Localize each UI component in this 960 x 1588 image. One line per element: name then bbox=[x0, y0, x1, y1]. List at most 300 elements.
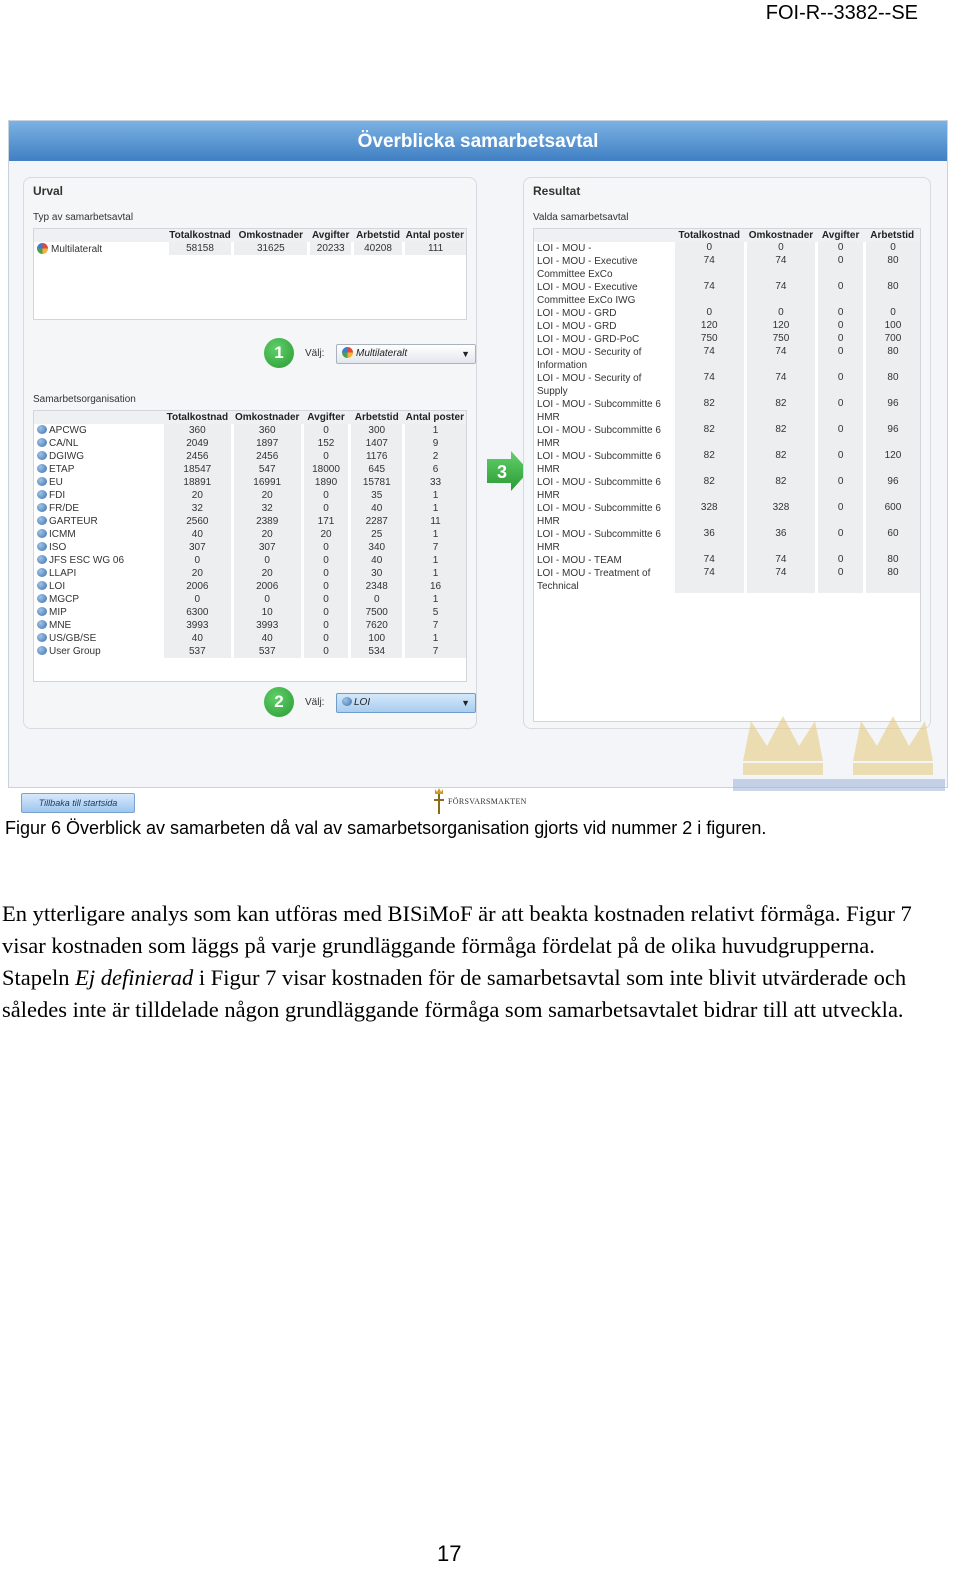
org-name: GARTEUR bbox=[49, 516, 98, 527]
org-name: DGIWG bbox=[49, 451, 84, 462]
valj-label-1: Välj: bbox=[305, 348, 325, 359]
value-cell: 0 bbox=[817, 281, 865, 307]
value-cell: 74 bbox=[673, 255, 745, 281]
value-cell: 0 bbox=[302, 424, 350, 437]
value-cell: 74 bbox=[673, 372, 745, 398]
value-cell: 2006 bbox=[162, 580, 232, 593]
org-name-cell bbox=[34, 541, 162, 554]
value-cell: 360 bbox=[232, 424, 302, 437]
table-row[interactable] bbox=[534, 320, 920, 333]
value-cell: 5 bbox=[404, 606, 466, 619]
org-icon bbox=[37, 594, 47, 603]
value-cell: 750 bbox=[673, 333, 745, 346]
value-cell: 20 bbox=[232, 528, 302, 541]
value-cell: 100 bbox=[864, 320, 920, 333]
agreement-name-line: Committee ExCo IWG bbox=[537, 295, 636, 306]
column-header: Totalkostnad bbox=[169, 230, 231, 241]
agreement-name-cell bbox=[534, 255, 673, 281]
value-cell: 15781 bbox=[350, 476, 404, 489]
agreement-name-line: LOI - MOU - Subcommitte 6 bbox=[537, 477, 661, 488]
value-cell: 300 bbox=[350, 424, 404, 437]
value-cell: 96 bbox=[864, 476, 920, 502]
table-row[interactable] bbox=[34, 593, 466, 606]
org-icon bbox=[37, 568, 47, 577]
column-header: Antal poster bbox=[404, 229, 466, 242]
table-row[interactable] bbox=[34, 632, 466, 645]
value-cell: 74 bbox=[745, 554, 817, 567]
agreement-name-line: LOI - MOU - Treatment of bbox=[537, 568, 651, 579]
org-name-cell bbox=[34, 515, 162, 528]
agreement-name-line: HMR bbox=[537, 542, 560, 553]
column-header-blank bbox=[534, 229, 673, 242]
value-cell: 7620 bbox=[350, 619, 404, 632]
table-row[interactable] bbox=[534, 333, 920, 346]
agreement-name-cell bbox=[534, 320, 673, 333]
type-table-header bbox=[34, 229, 466, 242]
column-header: Omkostnader bbox=[745, 229, 817, 242]
value-cell: 0 bbox=[302, 606, 350, 619]
value-cell: 0 bbox=[817, 502, 865, 528]
org-name-cell bbox=[34, 489, 162, 502]
org-name: APCWG bbox=[49, 425, 87, 436]
agreement-name-line: HMR bbox=[537, 490, 560, 501]
value-cell: 2389 bbox=[232, 515, 302, 528]
value-cell: 2456 bbox=[232, 450, 302, 463]
org-name-cell bbox=[34, 580, 162, 593]
value-cell: 0 bbox=[817, 528, 865, 554]
agreement-name-line: Technical bbox=[537, 581, 579, 592]
value-cell: 0 bbox=[302, 541, 350, 554]
table-row[interactable] bbox=[534, 554, 920, 567]
type-row[interactable] bbox=[34, 242, 466, 255]
org-icon bbox=[37, 464, 47, 473]
table-row[interactable] bbox=[34, 567, 466, 580]
value-cell: 74 bbox=[745, 281, 817, 307]
chevron-down-icon: ▼ bbox=[461, 349, 470, 359]
table-row[interactable] bbox=[34, 463, 466, 476]
value-cell: 6 bbox=[404, 463, 466, 476]
value-cell: 120 bbox=[745, 320, 817, 333]
value-cell: 0 bbox=[864, 307, 920, 320]
step-3-label: 3 bbox=[496, 462, 508, 482]
agreement-name-line: LOI - MOU - Subcommitte 6 bbox=[537, 425, 661, 436]
screen-title: Överblicka samarbetsavtal bbox=[9, 121, 947, 161]
org-icon bbox=[37, 503, 47, 512]
value-cell: 2348 bbox=[350, 580, 404, 593]
value-cell: 3993 bbox=[162, 619, 232, 632]
table-row[interactable] bbox=[534, 372, 920, 398]
value-cell: 35 bbox=[350, 489, 404, 502]
column-header: Totalkostnad bbox=[673, 229, 745, 242]
value-cell: 96 bbox=[864, 398, 920, 424]
org-name: ICMM bbox=[49, 529, 76, 540]
agreement-name-cell bbox=[534, 346, 673, 372]
value-cell: 328 bbox=[745, 502, 817, 528]
agreement-name-cell bbox=[534, 476, 673, 502]
org-name: ISO bbox=[49, 542, 67, 553]
back-to-start-button[interactable]: Tillbaka till startsida bbox=[21, 793, 135, 813]
value-cell: 20 bbox=[162, 567, 232, 580]
value-cell: 40 bbox=[350, 502, 404, 515]
value-cell: 16991 bbox=[232, 476, 302, 489]
value-cell: 1 bbox=[404, 554, 466, 567]
org-name: User Group bbox=[49, 646, 101, 657]
table-row[interactable] bbox=[534, 502, 920, 528]
agreement-name-line: LOI - MOU - GRD-PoC bbox=[537, 334, 640, 345]
agreement-name-cell bbox=[534, 281, 673, 307]
agreement-name-line: HMR bbox=[537, 412, 560, 423]
table-row[interactable] bbox=[34, 502, 466, 515]
agreement-name-line: LOI - MOU - Executive bbox=[537, 256, 638, 267]
org-name: ETAP bbox=[49, 464, 75, 475]
agreement-name-line: LOI - MOU - bbox=[537, 243, 592, 254]
org-name: JFS ESC WG 06 bbox=[49, 555, 125, 566]
value-cell: 100 bbox=[350, 632, 404, 645]
resultat-title: Resultat bbox=[533, 184, 581, 198]
org-name: LOI bbox=[49, 581, 66, 592]
value-cell: 7 bbox=[404, 619, 466, 632]
value-cell: 537 bbox=[232, 645, 302, 658]
value-cell: 171 bbox=[302, 515, 350, 528]
value-cell: 2049 bbox=[162, 437, 232, 450]
value-cell: 18547 bbox=[162, 463, 232, 476]
value-cell: 32 bbox=[162, 502, 232, 515]
agreement-name-cell bbox=[534, 554, 673, 567]
value-cell: 1176 bbox=[350, 450, 404, 463]
column-header: Arbetstid bbox=[350, 411, 404, 424]
value-cell: 18000 bbox=[302, 463, 350, 476]
column-header: Avgifter bbox=[309, 229, 353, 242]
org-label: Samarbetsorganisation bbox=[33, 394, 136, 405]
figure-caption: Figur 6 Överblick av samarbeten då val av samarbetsorganisation gjorts vid nummer 2 i figuren. bbox=[5, 818, 767, 838]
column-header: Avgifter bbox=[817, 229, 865, 242]
value-cell: 0 bbox=[817, 320, 865, 333]
org-icon bbox=[37, 477, 47, 486]
value-cell: 20 bbox=[232, 567, 302, 580]
screen-body bbox=[9, 161, 947, 808]
multilateral-icon bbox=[37, 243, 48, 254]
table-row[interactable] bbox=[534, 528, 920, 554]
agreement-name-cell bbox=[534, 398, 673, 424]
agreement-name-cell bbox=[534, 528, 673, 554]
table-row[interactable] bbox=[34, 476, 466, 489]
org-icon bbox=[37, 633, 47, 642]
value-cell: 0 bbox=[302, 450, 350, 463]
org-icon bbox=[37, 646, 47, 655]
agreement-name-cell bbox=[534, 333, 673, 346]
agreement-name-line: LOI - MOU - Executive bbox=[537, 282, 638, 293]
value-cell: 7 bbox=[404, 645, 466, 658]
table-row[interactable] bbox=[534, 242, 920, 255]
table-row[interactable] bbox=[534, 567, 920, 593]
page-number: 17 bbox=[437, 1541, 462, 1566]
org-name: MGCP bbox=[49, 594, 79, 605]
agreement-name-cell bbox=[534, 307, 673, 320]
value-cell: 0 bbox=[817, 333, 865, 346]
org-name-cell bbox=[34, 463, 162, 476]
org-name: LLAPI bbox=[49, 568, 77, 579]
value-cell: 0 bbox=[817, 554, 865, 567]
chevron-down-icon: ▼ bbox=[461, 698, 470, 708]
agreement-name-cell bbox=[534, 502, 673, 528]
value-cell: 82 bbox=[745, 424, 817, 450]
value-cell: 0 bbox=[745, 307, 817, 320]
agreement-name-line: LOI - MOU - Security of bbox=[537, 373, 642, 384]
table-row[interactable] bbox=[34, 489, 466, 502]
table-row[interactable] bbox=[34, 619, 466, 632]
value-cell: 1 bbox=[404, 632, 466, 645]
table-row[interactable] bbox=[534, 476, 920, 502]
value-cell: 82 bbox=[673, 424, 745, 450]
table-row[interactable] bbox=[534, 398, 920, 424]
table-row[interactable] bbox=[34, 450, 466, 463]
resultat-table-box bbox=[533, 228, 921, 722]
paragraph-text-1: En ytterligare analys som kan utföras med BISiMoF är att beakta kostnaden relativt förmåga. Figur 7 visar kostnaden som läggs på varje grundläggande förmåga fördelat på de olika huvudgrupperna. Stapeln bbox=[2, 901, 912, 990]
value-cell: 328 bbox=[673, 502, 745, 528]
value-cell: 1 bbox=[404, 424, 466, 437]
value-cell: 0 bbox=[302, 567, 350, 580]
org-table-box bbox=[33, 410, 467, 682]
agreement-name-line: LOI - MOU - Subcommitte 6 bbox=[537, 529, 661, 540]
org-name-cell bbox=[34, 437, 162, 450]
value-cell: 7500 bbox=[350, 606, 404, 619]
table-row[interactable] bbox=[34, 554, 466, 567]
org-name: CA/NL bbox=[49, 438, 79, 449]
value-cell: 30 bbox=[350, 567, 404, 580]
org-table bbox=[34, 411, 466, 658]
paragraph-emphasis: Ej definierad bbox=[75, 965, 194, 990]
valj-label-2: Välj: bbox=[305, 697, 325, 708]
table-row[interactable] bbox=[534, 450, 920, 476]
resultat-sub-label: Valda samarbetsavtal bbox=[533, 212, 629, 223]
org-name-cell bbox=[34, 450, 162, 463]
column-header: Totalkostnad bbox=[162, 411, 232, 424]
value-cell: 80 bbox=[864, 372, 920, 398]
value-cell: 80 bbox=[864, 255, 920, 281]
table-row[interactable] bbox=[34, 437, 466, 450]
value-cell: 645 bbox=[350, 463, 404, 476]
value-cell: 1890 bbox=[302, 476, 350, 489]
screenshot-figure bbox=[8, 120, 948, 808]
value-cell: 534 bbox=[350, 645, 404, 658]
org-name-cell bbox=[34, 606, 162, 619]
value-cell: 0 bbox=[817, 567, 865, 593]
value-cell: 0 bbox=[302, 554, 350, 567]
value-cell: 31625 bbox=[233, 242, 309, 255]
agreement-name-line: HMR bbox=[537, 516, 560, 527]
value-cell: 750 bbox=[745, 333, 817, 346]
value-cell: 0 bbox=[817, 307, 865, 320]
urval-panel bbox=[23, 177, 477, 729]
type-table bbox=[34, 229, 466, 255]
value-cell: 0 bbox=[817, 476, 865, 502]
value-cell: 40 bbox=[162, 632, 232, 645]
org-icon bbox=[37, 529, 47, 538]
org-icon bbox=[37, 620, 47, 629]
value-cell: 0 bbox=[673, 307, 745, 320]
table-row[interactable] bbox=[534, 255, 920, 281]
value-cell: 0 bbox=[162, 593, 232, 606]
resultat-table bbox=[534, 229, 920, 593]
column-header: Arbetstid bbox=[864, 229, 920, 242]
value-cell: 307 bbox=[232, 541, 302, 554]
value-cell: 10 bbox=[232, 606, 302, 619]
table-row[interactable] bbox=[34, 528, 466, 541]
table-row[interactable] bbox=[534, 346, 920, 372]
value-cell: 2560 bbox=[162, 515, 232, 528]
value-cell: 16 bbox=[404, 580, 466, 593]
value-cell: 0 bbox=[302, 645, 350, 658]
type-select[interactable] bbox=[336, 344, 476, 364]
value-cell: 1407 bbox=[350, 437, 404, 450]
value-cell: 40 bbox=[162, 528, 232, 541]
value-cell: 0 bbox=[817, 450, 865, 476]
agreement-name-line: LOI - MOU - Subcommitte 6 bbox=[537, 399, 661, 410]
resultat-table-header bbox=[534, 229, 920, 242]
value-cell: 82 bbox=[745, 450, 817, 476]
value-cell: 0 bbox=[817, 242, 865, 255]
type-label: Typ av samarbetsavtal bbox=[33, 212, 134, 223]
value-cell: 0 bbox=[232, 554, 302, 567]
value-cell: 0 bbox=[864, 242, 920, 255]
value-cell: 80 bbox=[864, 554, 920, 567]
table-row[interactable] bbox=[34, 580, 466, 593]
agreement-name-line: HMR bbox=[537, 438, 560, 449]
value-cell: 1 bbox=[404, 593, 466, 606]
value-cell: 74 bbox=[745, 255, 817, 281]
org-select[interactable] bbox=[336, 693, 476, 713]
agreement-name-line: Information bbox=[537, 360, 588, 371]
column-header: Arbetstid bbox=[352, 229, 403, 242]
paragraph-text-2: i Figur 7 visar kostnaden för de samarbetsavtal som inte blivit utvärderade och således inte är tilldelade någon grundläggande förmåga som samarbetsavtalet bidrar till att utveckla. bbox=[2, 965, 907, 1022]
table-row[interactable] bbox=[34, 645, 466, 658]
urval-title: Urval bbox=[33, 184, 64, 198]
value-cell: 3993 bbox=[232, 619, 302, 632]
value-cell: 700 bbox=[864, 333, 920, 346]
value-cell: 0 bbox=[817, 398, 865, 424]
crest-icon bbox=[433, 787, 445, 815]
value-cell: 74 bbox=[673, 567, 745, 593]
value-cell: 7 bbox=[404, 541, 466, 554]
value-cell: 96 bbox=[864, 424, 920, 450]
crowns-watermark-icon bbox=[733, 701, 945, 791]
org-name-cell bbox=[34, 619, 162, 632]
value-cell: 80 bbox=[864, 567, 920, 593]
column-header: Antal poster bbox=[404, 411, 466, 424]
value-cell: 120 bbox=[673, 320, 745, 333]
forsvarsmakten-logo bbox=[433, 785, 527, 817]
table-row[interactable] bbox=[34, 606, 466, 619]
org-name: FDI bbox=[49, 490, 66, 501]
agreement-name-line: LOI - MOU - GRD bbox=[537, 321, 617, 332]
table-row[interactable] bbox=[534, 307, 920, 320]
table-row[interactable] bbox=[534, 424, 920, 450]
org-icon bbox=[37, 425, 47, 434]
value-cell: 2006 bbox=[232, 580, 302, 593]
value-cell: 547 bbox=[232, 463, 302, 476]
table-row[interactable] bbox=[34, 424, 466, 437]
table-row[interactable] bbox=[34, 515, 466, 528]
org-icon bbox=[37, 542, 47, 551]
org-name-cell bbox=[34, 554, 162, 567]
org-name: MNE bbox=[49, 620, 72, 631]
multilateral-icon bbox=[342, 347, 353, 358]
document-id: FOI-R--3382--SE bbox=[765, 2, 918, 24]
agreement-name-line: LOI - MOU - GRD bbox=[537, 308, 617, 319]
org-icon bbox=[37, 516, 47, 525]
value-cell: 36 bbox=[745, 528, 817, 554]
value-cell: 20 bbox=[162, 489, 232, 502]
value-cell: 111 bbox=[404, 242, 466, 255]
org-name-cell bbox=[34, 632, 162, 645]
value-cell: 33 bbox=[404, 476, 466, 489]
org-name: FR/DE bbox=[49, 503, 79, 514]
value-cell: 0 bbox=[745, 242, 817, 255]
org-name: MIP bbox=[49, 607, 67, 618]
value-cell: 18891 bbox=[162, 476, 232, 489]
value-cell: 2287 bbox=[350, 515, 404, 528]
value-cell: 20233 bbox=[309, 242, 353, 255]
table-row[interactable] bbox=[534, 281, 920, 307]
logo-text: FÖRSVARSMAKTEN bbox=[448, 796, 527, 806]
agreement-name-line: Supply bbox=[537, 386, 568, 397]
org-select-value: LOI bbox=[354, 697, 371, 708]
value-cell: 80 bbox=[864, 346, 920, 372]
agreement-name-line: LOI - MOU - Subcommitte 6 bbox=[537, 503, 661, 514]
value-cell: 25 bbox=[350, 528, 404, 541]
value-cell: 1 bbox=[404, 502, 466, 515]
value-cell: 32 bbox=[232, 502, 302, 515]
org-name-cell bbox=[34, 567, 162, 580]
value-cell: 0 bbox=[817, 424, 865, 450]
org-icon bbox=[37, 555, 47, 564]
value-cell: 40 bbox=[350, 554, 404, 567]
value-cell: 0 bbox=[302, 489, 350, 502]
org-icon bbox=[37, 490, 47, 499]
org-name-cell bbox=[34, 528, 162, 541]
value-cell: 340 bbox=[350, 541, 404, 554]
value-cell: 74 bbox=[673, 554, 745, 567]
value-cell: 9 bbox=[404, 437, 466, 450]
type-table-box bbox=[33, 228, 467, 320]
agreement-name-cell bbox=[534, 567, 673, 593]
value-cell: 0 bbox=[817, 346, 865, 372]
step-2-badge: 2 bbox=[264, 687, 294, 717]
value-cell: 1 bbox=[404, 489, 466, 502]
org-icon bbox=[37, 438, 47, 447]
column-header: Avgifter bbox=[302, 411, 350, 424]
value-cell: 82 bbox=[673, 450, 745, 476]
value-cell: 600 bbox=[864, 502, 920, 528]
value-cell: 0 bbox=[673, 242, 745, 255]
org-icon bbox=[342, 697, 352, 706]
value-cell: 74 bbox=[745, 567, 817, 593]
type-name: Multilateralt bbox=[51, 243, 103, 255]
value-cell: 40 bbox=[232, 632, 302, 645]
value-cell: 2 bbox=[404, 450, 466, 463]
agreement-name-line: LOI - MOU - TEAM bbox=[537, 555, 622, 566]
value-cell: 11 bbox=[404, 515, 466, 528]
column-header: Omkostnader bbox=[232, 411, 302, 424]
value-cell: 0 bbox=[817, 372, 865, 398]
value-cell: 0 bbox=[302, 593, 350, 606]
table-row[interactable] bbox=[34, 541, 466, 554]
value-cell: 1897 bbox=[232, 437, 302, 450]
value-cell: 74 bbox=[673, 346, 745, 372]
value-cell: 36 bbox=[673, 528, 745, 554]
value-cell: 0 bbox=[350, 593, 404, 606]
value-cell: 82 bbox=[745, 476, 817, 502]
